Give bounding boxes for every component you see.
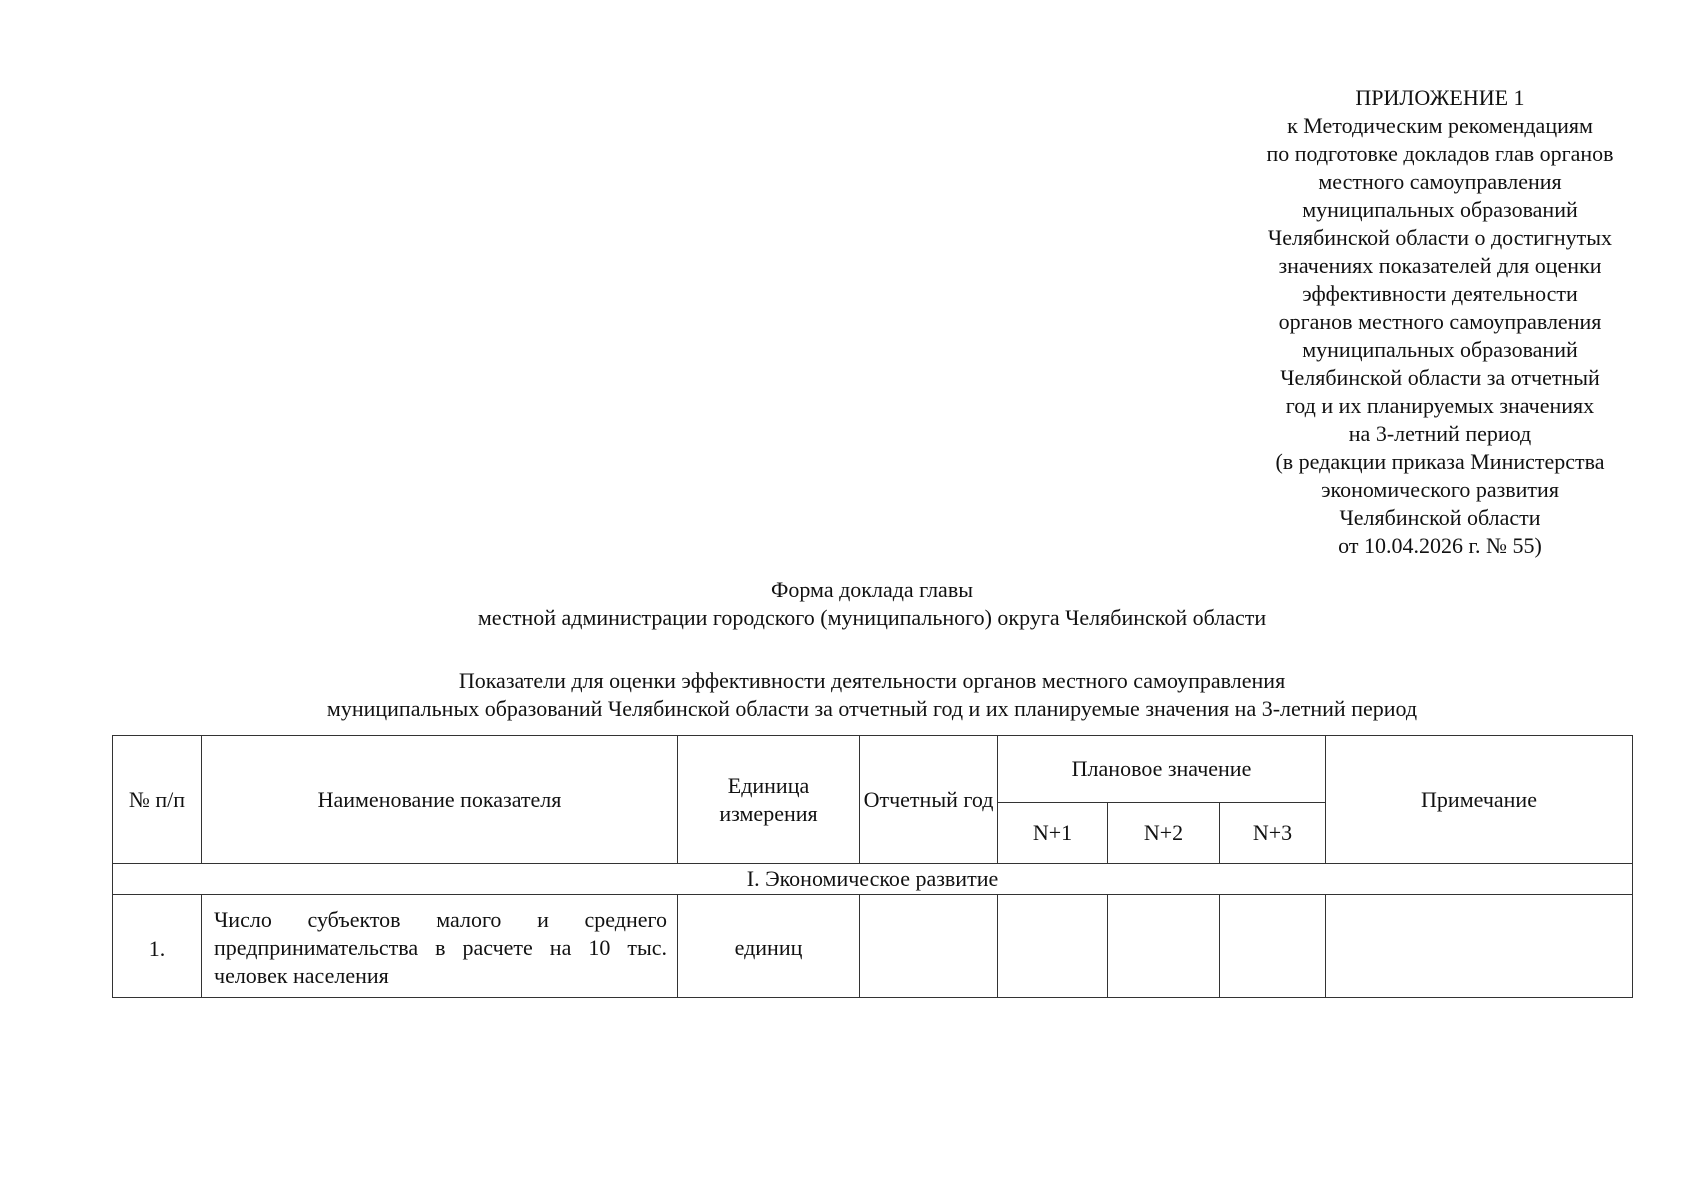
row-unit: единиц [678,895,860,998]
appendix-line: органов местного самоуправления [1278,309,1602,334]
indicators-table [112,735,1633,998]
appendix-line: от 10.04.2026 г. № 55) [1338,533,1542,558]
header-number: № п/п [113,736,202,864]
row-n2-value[interactable] [1108,895,1220,998]
form-title-line-2: местной администрации городского (муниципального) округа Челябинской области [477,605,1267,630]
appendix-line: по подготовке докладов глав органов [1266,141,1614,166]
appendix-title: ПРИЛОЖЕНИЕ 1 [1355,85,1525,110]
appendix-line: муниципальных образований [1302,337,1578,362]
header-n2: N+2 [1108,803,1220,864]
row-indicator-name: Число субъектов малого и среднего предпринимательства в расчете на 10 тыс. человек населения [202,895,678,998]
appendix-line: местного самоуправления [1318,169,1562,194]
header-n3: N+3 [1220,803,1326,864]
row-number: 1. [113,895,202,998]
appendix-line: Челябинской области за отчетный [1280,365,1600,390]
appendix-line: экономического развития [1321,477,1559,502]
appendix-line: (в редакции приказа Министерства [1275,449,1605,474]
header-planned: Плановое значение [998,736,1326,803]
appendix-header [1200,84,1680,560]
table-title [0,667,1698,723]
header-note: Примечание [1326,736,1633,864]
form-title [0,576,1698,632]
appendix-line: к Методическим рекомендациям [1287,113,1593,138]
row-report-year-value[interactable] [860,895,998,998]
appendix-line: Челябинской области [1339,505,1541,530]
table-row [113,895,1633,998]
appendix-line: Челябинской области о достигнутых [1267,225,1613,250]
appendix-line: муниципальных образований [1302,197,1578,222]
appendix-line: на 3-летний период [1348,421,1532,446]
header-n1: N+1 [998,803,1108,864]
table-title-line-2: муниципальных образований Челябинской области за отчетный год и их планируемые значения на 3-летний период [326,696,1418,721]
section-row [113,864,1633,895]
section-title: I. Экономическое развитие [113,864,1633,895]
header-name: Наименование показателя [202,736,678,864]
row-note[interactable] [1326,895,1633,998]
table-title-line-1: Показатели для оценки эффективности деятельности органов местного самоуправления [458,668,1286,693]
row-n1-value[interactable] [998,895,1108,998]
appendix-line: год и их планируемых значениях [1285,393,1595,418]
appendix-line: значениях показателей для оценки [1278,253,1602,278]
form-title-line-1: Форма доклада главы [771,577,973,602]
appendix-line: эффективности деятельности [1302,281,1578,306]
row-n3-value[interactable] [1220,895,1326,998]
header-unit: Единица измерения [678,736,860,864]
header-report-year: Отчетный год [860,736,998,864]
